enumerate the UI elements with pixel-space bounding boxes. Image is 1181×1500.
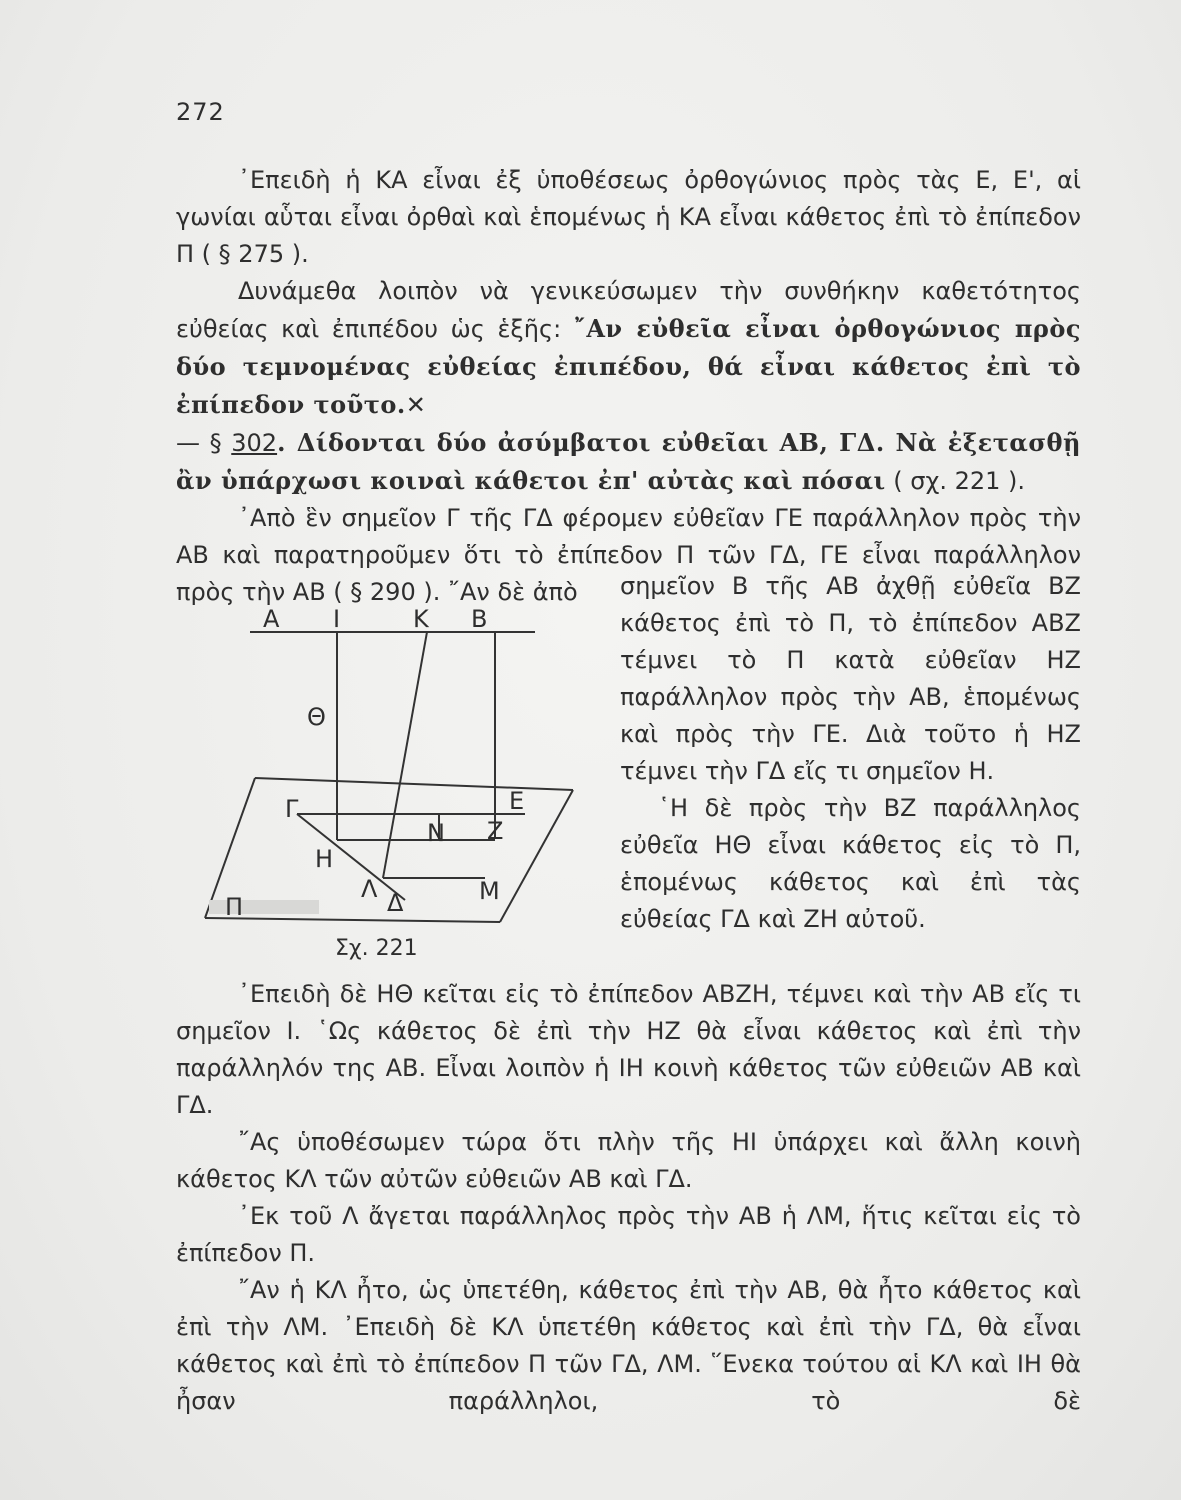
label-gamma: Γ: [285, 795, 299, 823]
paragraph-2-text: Δυνάμεθα λοιπὸν νὰ γενικεύσωμεν τὴν συνθήκην καθετότητος εὐθείας καὶ ἐπιπέδου ὡς ἑξῆς:: [176, 277, 1081, 343]
figure-221: [195, 600, 585, 980]
label-delta: Δ: [387, 889, 404, 917]
paragraph-4: ᾿Επειδὴ δὲ ΗΘ κεῖται εἰς τὸ ἐπίπεδον ΑΒΖΗ, τέμνει καὶ τὴν ΑΒ εἴς τι σημεῖον Ι. ῾Ως κάθετος δὲ ἐπὶ τὴν ΗΖ θὰ εἶναι κάθετος καὶ ἐπὶ τὴν παράλληλόν της ΑΒ. Εἶναι λοιπὸν ἡ ΙΗ κοινὴ κάθετος τῶν εὐθειῶν ΑΒ καὶ ΓΔ.: [176, 980, 1081, 1119]
figure-diagram: [195, 600, 585, 980]
paragraph-6: ᾿Εκ τοῦ Λ ἄγεται παράλληλος πρὸς τὴν ΑΒ ἡ ΛΜ, ἥτις κεῖται εἰς τὸ ἐπίπεδον Π.: [176, 1202, 1081, 1267]
paragraph-3-text: ᾿Απὸ ἓν σημεῖον Γ τῆς ΓΔ φέρομεν εὐθεῖαν ΓΕ παράλληλον πρὸς τὴν ΑΒ καὶ παρατηροῦμεν ὅτι τὸ ἐπίπεδον Π τῶν ΓΔ, ΓΕ εἶναι παράλληλον πρὸς τὴν ΑΒ ( § 290 ).: [176, 504, 1081, 606]
figure-caption: Σχ. 221: [335, 936, 418, 961]
paragraph-5: ῎Ας ὑποθέσωμεν τώρα ὅτι πλὴν τῆς ΗΙ ὑπάρχει καὶ ἄλλη κοινὴ κάθετος ΚΛ τῶν αὐτῶν εὐθειῶν ΑΒ καὶ ΓΔ.: [176, 1128, 1081, 1193]
wrap-paragraph-1: σημεῖον Β τῆς ΑΒ ἀχθῇ εὐθεῖα ΒΖ κάθετος ἐπὶ τὸ Π, τὸ ἐπίπεδον ΑΒΖ τέμνει τὸ Π κατὰ εὐθεῖαν ΗΖ παράλληλον πρὸς τὴν ΑΒ, ἑπομένως καὶ πρὸς τὴν ΓΕ. Διὰ τοῦτο ἡ ΗΖ τέμνει τὴν ΓΔ εἴς τι σημεῖον Η.: [620, 572, 1081, 785]
margin-dash: —: [176, 429, 200, 457]
plane-edge-front: [205, 918, 500, 922]
label-m: Μ: [479, 877, 500, 905]
label-z: Ζ: [487, 817, 504, 845]
label-n: Ν: [427, 819, 445, 847]
label-i: Ι: [333, 605, 341, 633]
section-ref: ( σχ. 221 ).: [885, 467, 1026, 495]
label-e: Ε: [509, 787, 525, 815]
page-number: 272: [176, 98, 225, 126]
text-block-top: [176, 162, 1081, 611]
line-gamma-delta: [297, 814, 405, 903]
section-number: 302: [231, 429, 278, 457]
paragraph-1: ᾿Επειδὴ ἡ ΚΑ εἶναι ἐξ ὑποθέσεως ὀρθογώνιος πρὸς τὰς Ε, Ε', αἱ γωνίαι αὗται εἶναι ὀρθαὶ καὶ ἑπομένως ἡ ΚΑ εἶναι κάθετος ἐπὶ τὸ ἐπίπεδον Π ( § 275 ).: [176, 166, 1081, 268]
text-beside-figure: [620, 568, 1081, 938]
wrap-paragraph-2: ῾Η δὲ πρὸς τὴν ΒΖ παράλληλος εὐθεῖα ΗΘ εἶναι κάθετος εἰς τὸ Π, ἑπομένως κάθετος καὶ ἐπὶ τὰς εὐθείας ΓΔ καὶ ΖΗ αὐτοῦ.: [620, 794, 1081, 933]
paragraph-7: ῎Αν ἡ ΚΛ ἦτο, ὡς ὑπετέθη, κάθετος ἐπὶ τὴν ΑΒ, θὰ ἦτο κάθετος καὶ ἐπὶ τὴν ΛΜ. ᾿Επειδὴ δὲ ΚΛ ὑπετέθη κάθετος καὶ ἐπὶ τὴν ΓΔ, θὰ εἶναι κάθετος καὶ ἐπὶ τὸ ἐπίπεδον Π τῶν ΓΔ, ΛΜ. ῞Ενεκα τούτου αἱ ΚΛ καὶ ΙΗ θὰ ἦσαν παράλληλοι, τὸ δὲ: [176, 1276, 1081, 1415]
label-b: Β: [471, 605, 488, 633]
theorem-statement: ῎Αν εὐθεῖα εἶναι ὀρθογώνιος πρὸς δύο τεμνομένας εὐθείας ἐπιπέδου, θά εἶναι κάθετος ἐπὶ τὸ ἐπίπεδον τοῦτο.: [176, 314, 1081, 419]
line-kl: [383, 632, 427, 878]
plane-edge-back: [255, 778, 573, 790]
paragraph-2: [176, 273, 1081, 424]
paragraph-3-tail: ῎Αν δὲ ἀπὸ: [447, 578, 578, 606]
label-lambda: Λ: [361, 875, 378, 903]
label-k: Κ: [413, 605, 429, 633]
label-theta: Θ: [307, 703, 326, 731]
label-h: Η: [315, 845, 334, 873]
section-sign: §: [209, 429, 222, 457]
label-pi: Π: [225, 893, 244, 921]
section-302-heading: [176, 424, 1081, 500]
section-title: . Δίδονται δύο ἀσύμβατοι εὐθεῖαι ΑΒ, ΓΔ. Νὰ ἐξετασθῇ ἂν ὑπάρχωσι κοιναὶ κάθετοι ἐπ' αὐτὰς καὶ πόσαι: [176, 428, 1081, 495]
margin-x-mark: ✕: [405, 391, 426, 419]
label-a: Α: [263, 605, 280, 633]
text-block-bottom: [176, 976, 1081, 1420]
